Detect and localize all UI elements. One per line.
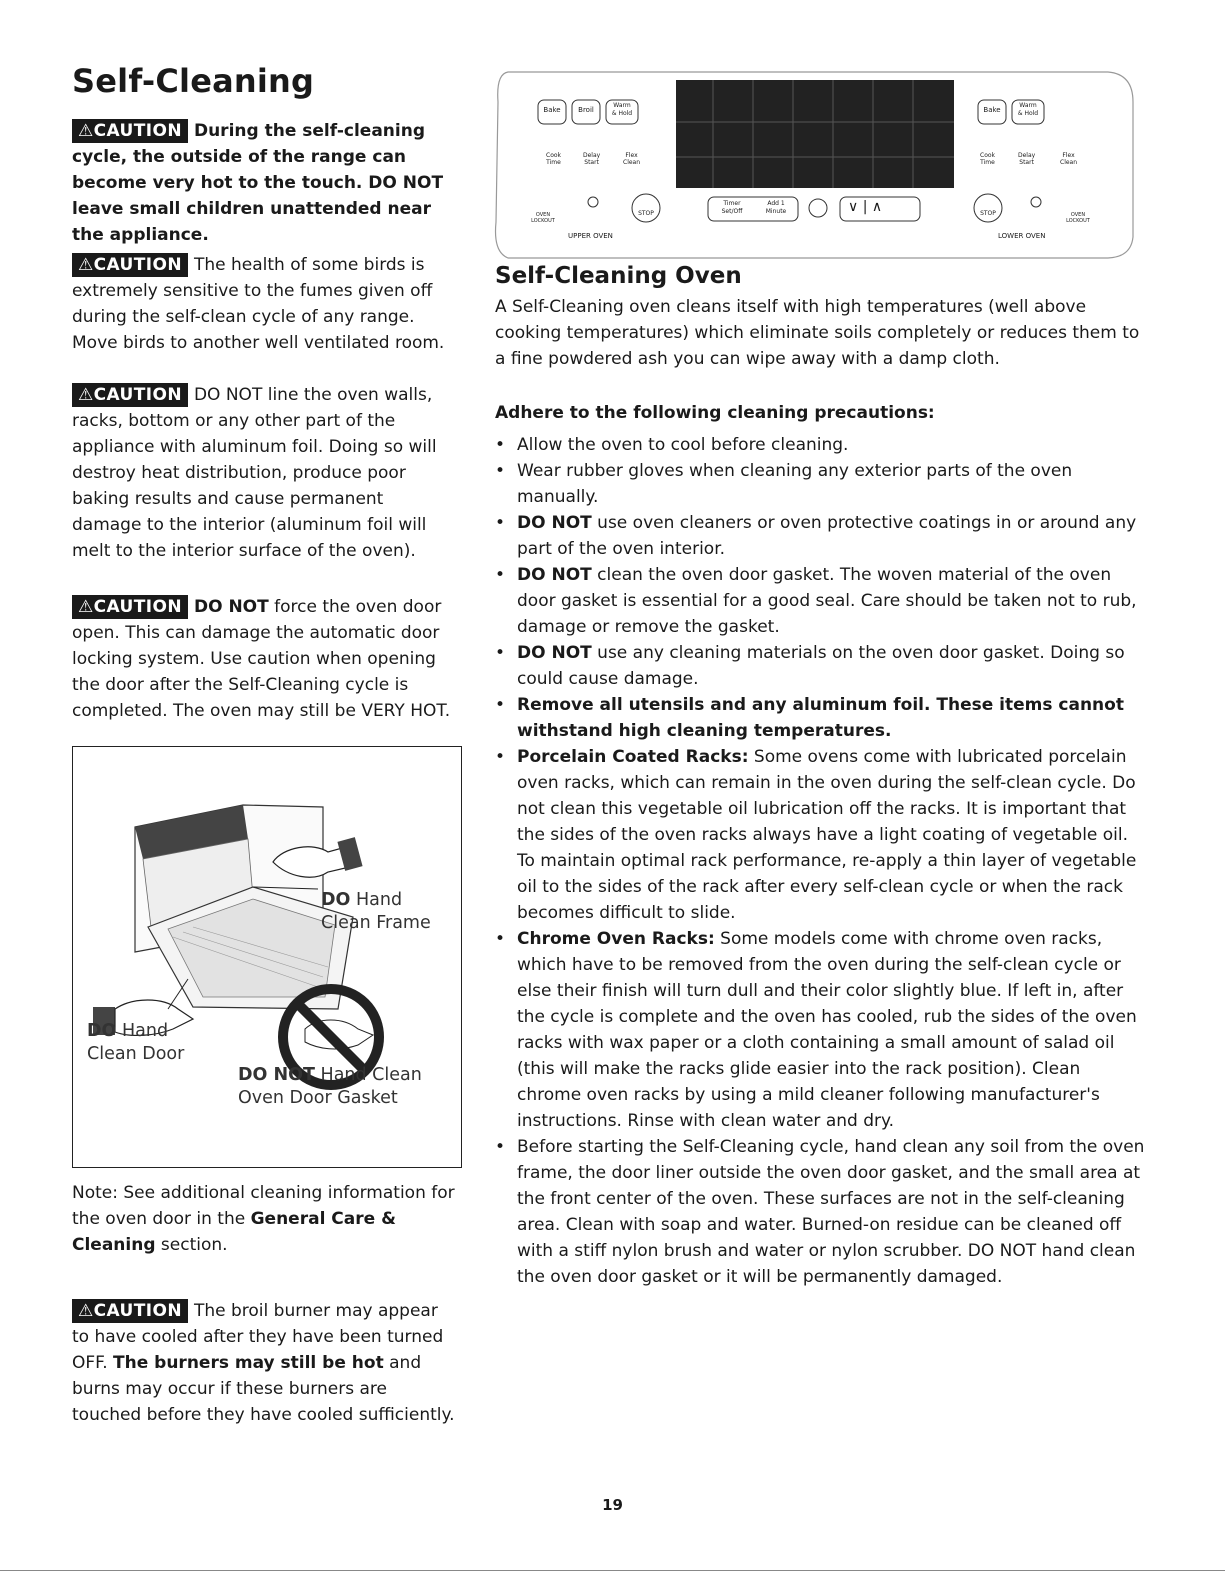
list-item: • Wear rubber gloves when cleaning any exterior parts of the oven manually.: [495, 458, 1145, 510]
lower-oven-label: LOWER OVEN: [998, 232, 1046, 240]
caution-text: During the self-cleaning cycle, the outside of the range can become very hot to the touch. DO NOT leave small children unattended near the appliance.: [72, 121, 444, 245]
page-title: Self-Cleaning: [72, 62, 315, 100]
lower-cook-time: Cook Time: [980, 152, 996, 166]
upper-oven-label: UPPER OVEN: [568, 232, 613, 240]
list-item: • Before starting the Self-Cleaning cycle, hand clean any soil from the oven frame, the door liner outside the oven door gasket, and the small area at the front center of the oven. These surfaces are not in the self-cleaning area. Clean with soap and water. Burned-on residue can be cleaned off with a stiff nylon brush and water or nylon scrubber. DO NOT hand clean the oven door gasket or it will be permanently damaged.: [495, 1134, 1145, 1290]
caution-badge: ⚠CAUTION: [72, 119, 188, 143]
label-door: DO Hand Clean Door: [87, 1021, 185, 1064]
lower-delay-start: Delay Start: [1018, 152, 1036, 166]
oven-cleaning-figure: [72, 746, 462, 1168]
timer-button: Timer Set/Off: [721, 200, 743, 215]
label-gasket: DO NOT Hand Clean Oven Door Gasket: [238, 1065, 422, 1108]
section-title: Self-Cleaning Oven: [495, 263, 742, 289]
precautions-heading: Adhere to the following cleaning precautions:: [495, 403, 935, 423]
caution-badge: ⚠CAUTION: [72, 595, 188, 619]
caution-badge: ⚠CAUTION: [72, 1299, 188, 1323]
caution-text-bold: DO NOT: [193, 597, 269, 617]
upper-bake-button: Bake: [543, 106, 561, 114]
caution-block-3: [72, 382, 457, 564]
list-item: • Chrome Oven Racks: Some models come with chrome oven racks, which have to be removed from the oven during the self-clean cycle or else their finish will turn dull and their color slightly blue. If left in, after the cycle is complete and the oven has cooled, rub the sides of the oven racks with wax paper or a cloth containing a small amount of salad oil (this will make the racks glide easier into the rack position). Clean chrome oven racks by using a mild cleaner following manufacturer's instructions. Rinse with clean water and dry.: [495, 926, 1145, 1134]
upper-stop-button: STOP: [638, 210, 654, 217]
label-frame: DO Hand Clean Frame: [321, 890, 431, 933]
lower-flex-clean: Flex Clean: [1060, 152, 1078, 166]
caution-block-2: [72, 252, 457, 356]
bottom-rule: [0, 1570, 1225, 1571]
upper-warm-button: Warm & Hold: [611, 102, 633, 117]
caution-block-4: [72, 594, 457, 724]
note-text: Note: See additional cleaning information for the oven door in the General Care & Cleaning section.: [72, 1183, 455, 1255]
lower-warm-button: Warm & Hold: [1017, 102, 1039, 117]
list-item: • DO NOT clean the oven door gasket. The woven material of the oven door gasket is essential for a good seal. Care should be taken not to rub, damage or remove the gasket.: [495, 562, 1145, 640]
section-intro: A Self-Cleaning oven cleans itself with high temperatures (well above cooking temperatures) which eliminate soils completely or reduces them to a fine powdered ash you can wipe away with a damp cloth.: [495, 297, 1140, 369]
list-item: • Allow the oven to cool before cleaning.: [495, 432, 1145, 458]
caution-text: The health of some birds is extremely sensitive to the fumes given off during the self-clean cycle of any range. Move birds to another well ventilated room.: [72, 255, 445, 353]
caution-block-1: [72, 118, 457, 248]
caution-block-5: ⚠CAUTION The broil burner may appear to have cooled after they have been turned OFF. The burners may still be hot and burns may occur if these burners are touched before they have cooled sufficiently.: [72, 1301, 455, 1425]
control-panel: [488, 62, 1138, 262]
caution-text: force the oven door open. This can damage the automatic door locking system. Use caution when opening the door after the Self-Cleaning cycle is completed. The oven may still be VERY HOT.: [72, 597, 451, 721]
caution-badge: ⚠CAUTION: [72, 383, 188, 407]
caution-badge: ⚠CAUTION: [72, 253, 188, 277]
add-minute-button: Add 1 Minute: [765, 200, 787, 215]
upper-flex-clean: Flex Clean: [623, 152, 641, 166]
arrows-icon: ∨ | ∧: [848, 199, 883, 215]
list-item: • DO NOT use oven cleaners or oven protective coatings in or around any part of the oven interior.: [495, 510, 1145, 562]
page-number: 19: [602, 1496, 623, 1514]
lower-stop-button: STOP: [980, 210, 996, 217]
upper-cook-time: Cook Time: [546, 152, 562, 166]
list-item: • Remove all utensils and any aluminum foil. These items cannot withstand high cleaning temperatures.: [495, 692, 1145, 744]
list-item: • DO NOT use any cleaning materials on the oven door gasket. Doing so could cause damage.: [495, 640, 1145, 692]
lower-oven-lockout: OVEN LOCKOUT: [1066, 212, 1090, 224]
list-item: • Porcelain Coated Racks: Some ovens come with lubricated porcelain oven racks, which can remain in the oven during the self-clean cycle. Do not clean this vegetable oil lubrication off the racks. It is important that the sides of the oven racks always have a light coating of vegetable oil. To maintain optimal rack performance, re-apply a thin layer of vegetable oil to the sides of the rack after every self-clean cycle or when the rack becomes difficult to slide.: [495, 744, 1145, 926]
upper-broil-button: Broil: [578, 106, 594, 114]
upper-oven-lockout: OVEN LOCKOUT: [531, 212, 555, 224]
upper-delay-start: Delay Start: [583, 152, 601, 166]
caution-text: DO NOT line the oven walls, racks, bottom or any other part of the appliance with aluminum foil. Doing so will destroy heat distribution, produce poor baking results and cause permanent damage to the interior (aluminum foil will melt to the interior surface of the oven).: [72, 385, 437, 561]
precautions-list: [495, 432, 1145, 1290]
lower-bake-button: Bake: [983, 106, 1001, 114]
